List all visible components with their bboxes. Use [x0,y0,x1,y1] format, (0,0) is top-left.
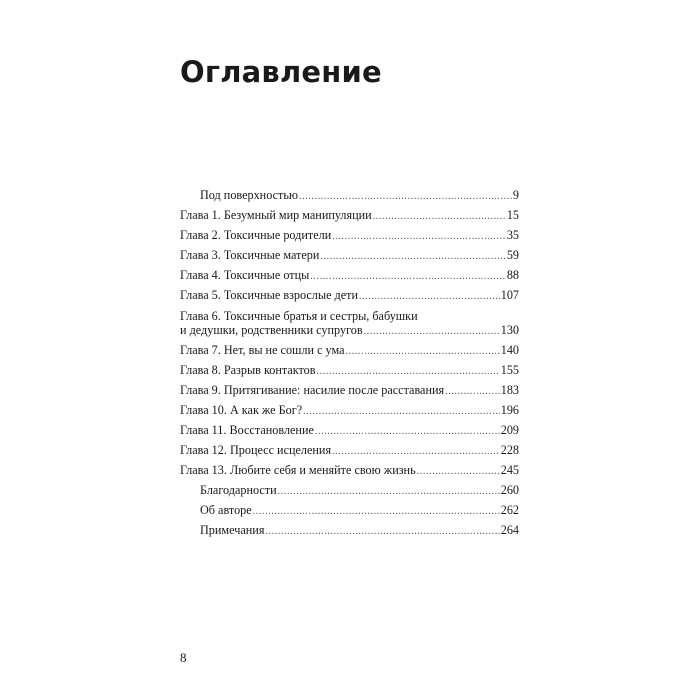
toc-entry[interactable] [180,226,519,246]
toc-dot-leader [303,403,500,421]
toc-entry[interactable] [180,381,519,401]
toc-entry-page: 183 [500,383,519,397]
toc-entry-title: Глава 12. Процесс исцеления [180,443,332,457]
toc-entry[interactable] [180,206,519,226]
toc-entry-title: Глава 13. Любите себя и меняйте свою жизнь [180,463,416,477]
toc-entry-page: 15 [506,208,519,222]
toc-entry-title: Под поверхностью [200,188,299,202]
toc-dot-leader [315,423,500,441]
toc-dot-leader [445,383,500,401]
toc-dot-leader [359,288,500,306]
toc-entry-page: 59 [506,248,519,262]
toc-entry-title: и дедушки, родственники супругов [180,323,363,337]
toc-dot-leader [310,268,506,286]
toc-entry[interactable] [180,186,519,206]
toc-entry[interactable] [180,266,519,286]
toc-entry[interactable] [180,286,519,306]
toc-entry-page: 9 [512,188,519,202]
toc-entry-page: 196 [500,403,519,417]
toc-dot-leader [278,483,500,501]
toc-entry-title: Глава 9. Притягивание: насилие после расставания [180,383,445,397]
toc-entry-page: 155 [500,363,519,377]
toc-entry-title: Благодарности [200,483,277,497]
toc-dot-leader [265,523,499,541]
toc-entry[interactable] [180,401,519,421]
toc-entry-page: 140 [500,343,519,357]
toc-entry-title: Глава 4. Токсичные отцы [180,268,310,282]
toc-dot-leader [417,463,500,481]
toc-entry-title-line1: Глава 6. Токсичные братья и сестры, бабушки [180,309,418,323]
toc-dot-leader [364,325,500,339]
toc-entry-page: 130 [500,323,519,337]
toc-entry-title: Глава 3. Токсичные матери [180,248,320,262]
toc-dot-leader [299,188,512,206]
toc-dot-leader [346,343,500,361]
page-title: Оглавление [180,55,382,89]
toc-entry-title: Глава 2. Токсичные родители [180,228,332,242]
toc-dot-leader [253,503,500,521]
toc-entry-title: Глава 11. Восстановление [180,423,314,437]
toc-entry-title: Глава 7. Нет, вы не сошли с ума [180,343,345,357]
toc-entry-page: 228 [500,443,519,457]
toc-dot-leader [320,248,505,266]
toc-entry[interactable] [180,521,519,541]
toc-entry-page: 35 [506,228,519,242]
toc-dot-leader [332,228,506,246]
toc-entry-title: Примечания [200,523,265,537]
toc-entry-page: 264 [500,523,519,537]
toc-dot-leader [332,443,500,461]
toc-entry-page: 245 [500,463,519,477]
table-of-contents [180,186,519,541]
toc-entry[interactable] [180,246,519,266]
toc-entry-title: Глава 8. Разрыв контактов [180,363,316,377]
page-number: 8 [180,650,187,665]
toc-entry[interactable] [180,501,519,521]
toc-entry-page: 88 [506,268,519,282]
toc-entry-page: 262 [500,503,519,517]
toc-entry[interactable] [180,441,519,461]
toc-entry[interactable] [180,306,519,341]
toc-entry[interactable] [180,341,519,361]
toc-entry-page: 209 [500,423,519,437]
toc-entry[interactable] [180,421,519,441]
toc-entry[interactable] [180,481,519,501]
toc-entry-title: Глава 1. Безумный мир манипуляции [180,208,372,222]
toc-entry-title: Глава 5. Токсичные взрослые дети [180,288,358,302]
toc-entry-title: Об авторе [200,503,252,517]
toc-entry-page: 260 [500,483,519,497]
toc-dot-leader [373,208,506,226]
toc-dot-leader [317,363,500,381]
toc-entry[interactable] [180,461,519,481]
toc-entry[interactable] [180,361,519,381]
toc-entry-title: Глава 10. А как же Бог? [180,403,303,417]
toc-entry-page: 107 [500,288,519,302]
